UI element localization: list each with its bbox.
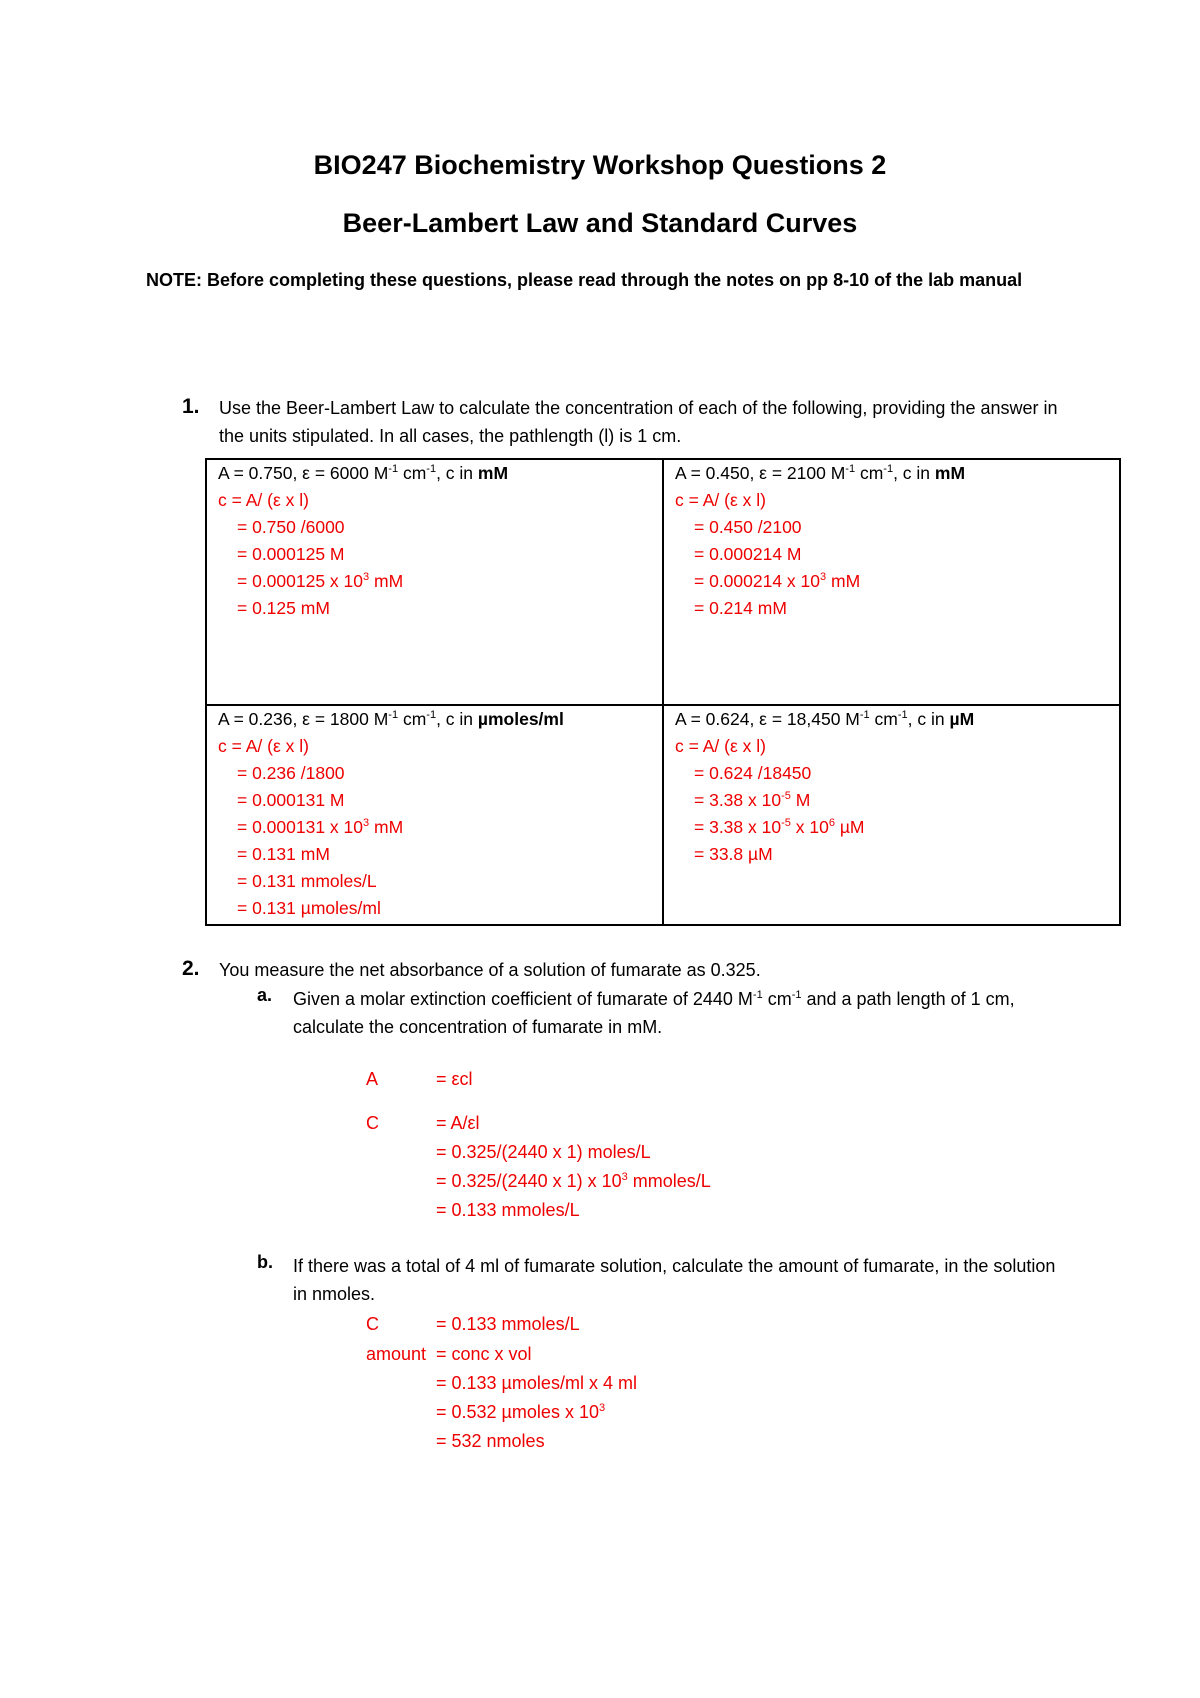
cell-step: = 0.236 /1800 <box>237 763 345 783</box>
cell-step: = 0.000131 M <box>237 790 345 810</box>
cell-step: = 0.000214 x $10^3$ mM <box>694 571 861 591</box>
calc-step: = A/εl <box>436 1113 480 1133</box>
calculation-table <box>205 458 1121 926</box>
question-2b-text: If there was a total of 4 ml of fumarate solution, calculate the amount of fumarate, in the solution in nmoles. <box>293 1256 1056 1304</box>
table-cell-1 <box>206 459 663 705</box>
question-1-text: Use the Beer-Lambert Law to calculate the concentration of each of the following, providing the answer in the units stipulated. In all cases, the pathlength (l) is 1 cm. <box>219 398 1058 446</box>
cell-step: = 0.131 µmoles/ml <box>237 898 381 918</box>
cell-formula: c = A/ (ε x l) <box>675 736 766 756</box>
cell-header: A = 0.450, ε = 2100 $M^{-1}$ $cm^{-1}$, c in mM <box>675 463 966 483</box>
cell-header: A = 0.236, ε = 1800 $M^{-1}$ $cm^{-1}$, c in µmoles/ml <box>218 709 564 729</box>
table-cell-4 <box>663 705 1120 925</box>
cell-step: = 0.131 mM <box>237 844 330 864</box>
cell-step: = 0.000214 M <box>694 544 802 564</box>
calc-step: = 0.325/(2440 x 1) moles/L <box>436 1142 651 1162</box>
question-2a-label: a. <box>257 985 273 1005</box>
cell-formula: c = A/ (ε x l) <box>675 490 766 510</box>
calc-step: = 0.133 µmoles/ml x 4 ml <box>436 1373 637 1393</box>
calc-step: = εcl <box>436 1069 473 1089</box>
cell-step: = 3.38 x $10^{-5}$ x $10^6$ µM <box>694 817 865 837</box>
cell-formula: c = A/ (ε x l) <box>218 736 309 756</box>
calc-step: = 0.133 mmoles/L <box>436 1200 580 1220</box>
table-cell-3 <box>206 705 663 925</box>
calc-variable: C <box>366 1113 379 1133</box>
cell-step: = 0.624 /18450 <box>694 763 812 783</box>
cell-header: A = 0.624, ε = 18,450 $M^{-1}$ $cm^{-1}$, c in µM <box>675 709 975 729</box>
document-title: BIO247 Biochemistry Workshop Questions 2 <box>313 150 887 180</box>
note-paragraph: NOTE: Before completing these questions, please read through the notes on pp 8-10 of the lab manual <box>146 270 1023 290</box>
cell-step: = 3.38 x $10^{-5}$ M <box>694 790 811 810</box>
table-cell-2 <box>663 459 1120 705</box>
calc-step: = 0.325/(2440 x 1) x $10^3$ mmoles/L <box>436 1171 711 1191</box>
cell-step: = 0.000125 M <box>237 544 345 564</box>
calc-step: = 0.532 µmoles x $10^3$ <box>436 1402 606 1422</box>
cell-step: = 0.000125 x $10^3$ mM <box>237 571 404 591</box>
question-2b-label: b. <box>257 1252 273 1272</box>
calc-variable: C <box>366 1314 379 1334</box>
cell-step: = 0.131 mmoles/L <box>237 871 377 891</box>
cell-step: = 0.450 /2100 <box>694 517 802 537</box>
calc-step: = conc x vol <box>436 1344 532 1364</box>
calc-variable: amount <box>366 1344 427 1364</box>
calc-variable: A <box>366 1069 379 1089</box>
document-subtitle: Beer-Lambert Law and Standard Curves <box>342 208 858 238</box>
cell-step: = 0.750 /6000 <box>237 517 345 537</box>
cell-step: = 33.8 µM <box>694 844 773 864</box>
question-2a-text: Given a molar extinction coefficient of fumarate of 2440 $M^{-1}$ $cm^{-1}$ and a path length of 1 cm, calculate the concentration of fumarate in mM. <box>293 989 1015 1037</box>
cell-formula: c = A/ (ε x l) <box>218 490 309 510</box>
question-2-text: You measure the net absorbance of a solution of fumarate as 0.325. <box>219 960 761 980</box>
cell-step: = 0.214 mM <box>694 598 787 618</box>
calc-step: = 0.133 mmoles/L <box>436 1314 580 1334</box>
calc-step: = 532 nmoles <box>436 1431 545 1451</box>
cell-header: A = 0.750, ε = 6000 $M^{-1}$ $cm^{-1}$, c in mM <box>218 463 509 483</box>
question-2-number: 2. <box>182 957 200 980</box>
question-1-number: 1. <box>182 395 200 418</box>
cell-step: = 0.125 mM <box>237 598 330 618</box>
cell-step: = 0.000131 x $10^3$ mM <box>237 817 404 837</box>
